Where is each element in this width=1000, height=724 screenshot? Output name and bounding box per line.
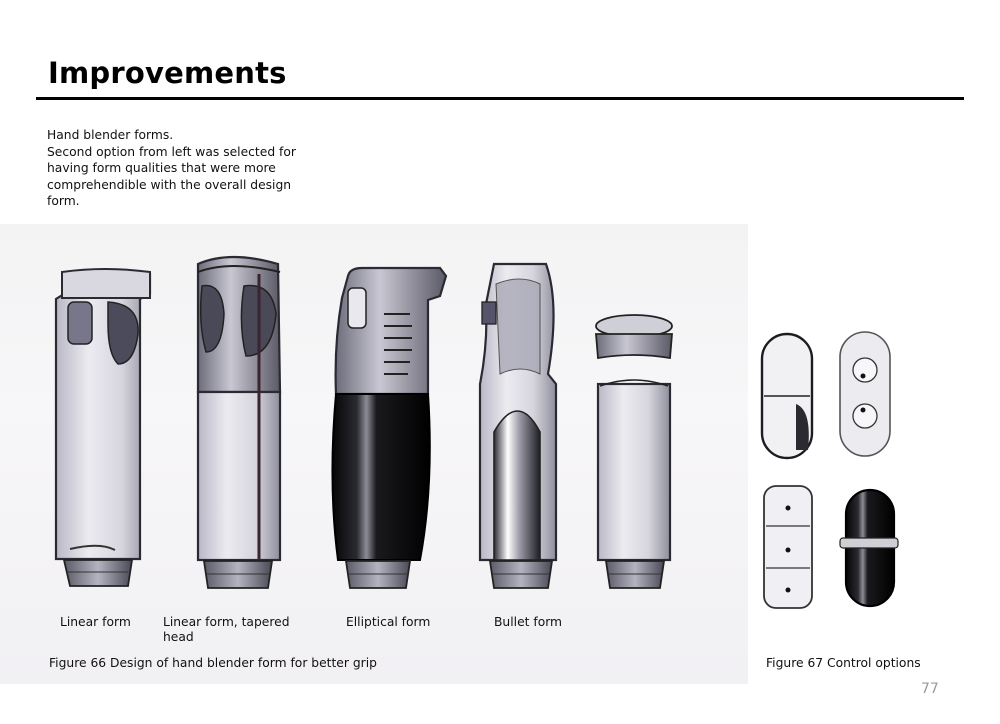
control-option-4 <box>840 490 898 606</box>
label-elliptical-form: Elliptical form <box>346 615 431 629</box>
page-number: 77 <box>921 681 939 697</box>
blender-elliptical-form <box>332 268 446 588</box>
control-option-1 <box>762 334 812 458</box>
figure-67-caption: Figure 67 Control options <box>766 656 921 670</box>
control-option-sketches <box>748 310 918 620</box>
page-title: Improvements <box>48 56 287 90</box>
label-linear-form: Linear form <box>60 615 131 629</box>
intro-line: comprehendible with the overall design <box>47 177 292 192</box>
intro-line: form. <box>47 194 80 208</box>
blender-bullet-form <box>480 264 556 588</box>
blender-linear-form <box>56 269 150 586</box>
control-option-3 <box>764 486 812 608</box>
label-linear-tapered-form: Linear form, tapered head <box>163 615 290 644</box>
title-divider <box>36 97 964 100</box>
label-bullet-form: Bullet form <box>494 615 563 629</box>
hand-blender-sketches <box>0 224 748 614</box>
intro-line: Hand blender forms. <box>47 128 174 142</box>
figure-66-caption: Figure 66 Design of hand blender form for better grip <box>49 656 377 670</box>
intro-line: Second option from left was selected for <box>47 144 296 159</box>
intro-text <box>47 127 317 210</box>
intro-line: having form qualities that were more <box>47 161 276 175</box>
blender-cylinder-form <box>596 315 672 588</box>
control-option-2 <box>840 332 890 456</box>
blender-linear-tapered-form <box>198 257 280 588</box>
